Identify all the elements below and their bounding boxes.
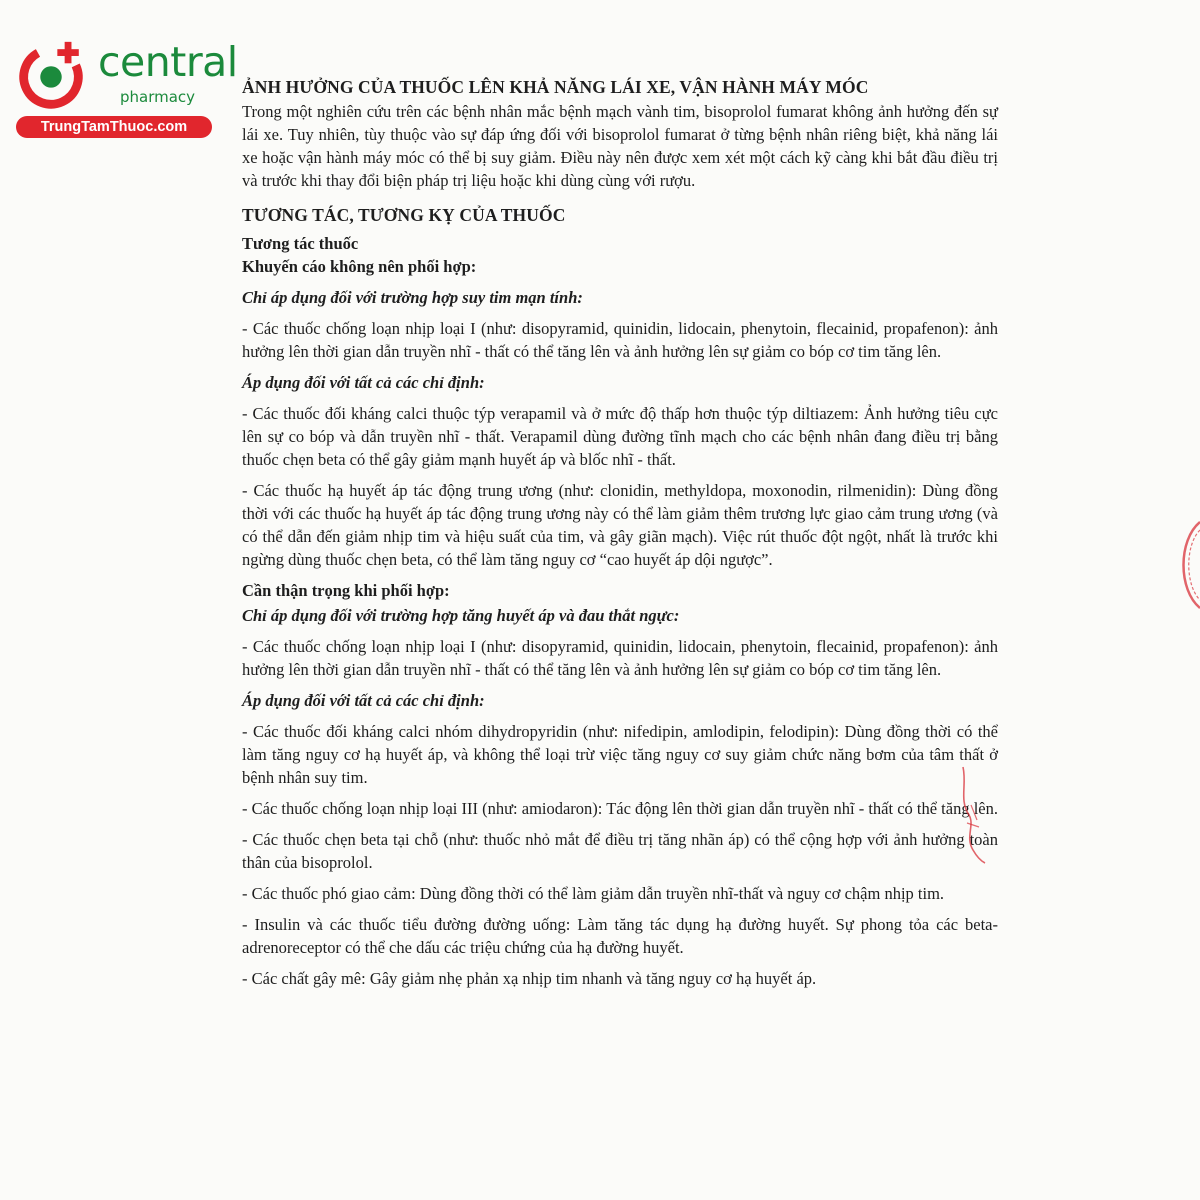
subheading-hypertension-angina: Chỉ áp dụng đối với trường hợp tăng huyết áp và đau thắt ngực: <box>242 606 680 625</box>
central-pharmacy-logo <box>8 34 238 144</box>
paragraph-anaesthetics: - Các chất gây mê: Gây giảm nhẹ phản xạ nhịp tim nhanh và tăng nguy cơ hạ huyết áp. <box>242 969 817 988</box>
logo-subtitle: pharmacy <box>120 88 196 106</box>
paragraph-driving: Trong một nghiên cứu trên các bệnh nhân mắc bệnh mạch vành tim, bisoprolol fumarat không ảnh hưởng đến sự lái xe. Tuy nhiên, tùy thuộc vào sự đáp ứng đối với bisoprolol fumarat ở từng bệnh nhân riêng biệt, khả năng lái xe hoặc vận hành máy móc có thể bị suy giảm. Điều này nên được xem xét một cách kỹ càng khi bắt đầu điều trị và trước khi thay đổi biện pháp trị liệu hoặc khi dùng cùng với rượu. <box>242 102 998 190</box>
logo-name: central <box>98 38 238 86</box>
paragraph-central-antihypertensives: - Các thuốc hạ huyết áp tác động trung ương (như: clonidin, methyldopa, moxonodin, rilmenidin): Dùng đồng thời với các thuốc hạ huyết áp tác động trung ương này có thể làm giảm thêm trương lực giao cảm trung ương (và có thể dẫn đến giảm nhịp tim và hiệu suất của tim, và gây giãn mạch). Việc rút thuốc đột ngột, nhất là trước khi ngừng dùng thuốc chẹn beta, có thể làm tăng nguy cơ “cao huyết áp dội ngược”. <box>242 481 998 569</box>
red-stamp-mark <box>1170 520 1200 610</box>
subheading-drug-interactions: Tương tác thuốc <box>242 234 359 253</box>
subheading-chronic-heart-failure: Chỉ áp dụng đối với trường hợp suy tim mạn tính: <box>242 288 583 307</box>
paragraph-class-iii-antiarrhythmics: - Các thuốc chống loạn nhịp loại III (như: amiodaron): Tác động lên thời gian dẫn truyền nhĩ - thất có thể tăng lên. <box>242 799 998 818</box>
document-page <box>242 76 998 990</box>
subheading-all-indications: Áp dụng đối với tất cả các chỉ định: <box>242 373 485 392</box>
section-heading-driving: ẢNH HƯỞNG CỦA THUỐC LÊN KHẢ NĂNG LÁI XE, VẬN HÀNH MÁY MÓC <box>242 77 869 97</box>
paragraph-calcium-antagonists: - Các thuốc đối kháng calci thuộc týp verapamil và ở mức độ thấp hơn thuộc týp diltiazem: Ảnh hưởng tiêu cực lên sự co bóp và dẫn truyền nhĩ - thất. Verapamil dùng đường tĩnh mạch cho các bệnh nhân đang điều trị bằng thuốc chẹn beta có thể gây giảm mạnh huyết áp và blốc nhĩ - thất. <box>242 404 998 469</box>
subheading-not-recommended: Khuyến cáo không nên phối hợp: <box>242 257 477 276</box>
paragraph-dihydropyridines: - Các thuốc đối kháng calci nhóm dihydropyridin (như: nifedipin, amlodipin, felodipin): Dùng đồng thời có thể làm tăng nguy cơ hạ huyết áp, và không thể loại trừ việc tăng nguy cơ suy giảm chức năng bơm của tâm thất ở bệnh nhân suy tim. <box>242 722 998 787</box>
section-heading-interactions: TƯƠNG TÁC, TƯƠNG KỴ CỦA THUỐC <box>242 205 566 225</box>
paragraph-parasympathomimetics: - Các thuốc phó giao cảm: Dùng đồng thời có thể làm giảm dẫn truyền nhĩ-thất và nguy cơ chậm nhịp tim. <box>242 884 945 903</box>
paragraph-topical-beta-blockers: - Các thuốc chẹn beta tại chỗ (như: thuốc nhỏ mắt để điều trị tăng nhãn áp) có thể cộng hợp với ảnh hưởng toàn thân của bisoprolol. <box>242 830 998 872</box>
paragraph-class-i-antiarrhythmics-2: - Các thuốc chống loạn nhịp loại I (như: disopyramid, quinidin, lidocain, phenytoin, flecainid, propafenon): ảnh hưởng lên thời gian dẫn truyền nhĩ - thất có thể tăng lên và ảnh hưởng lên sự giảm co bóp cơ tim tăng lên. <box>242 637 998 679</box>
paragraph-insulin-antidiabetics: - Insulin và các thuốc tiểu đường đường uống: Làm tăng tác dụng hạ đường huyết. Sự phong tỏa các beta-adrenoreceptor có thể che dấu các triệu chứng của hạ đường huyết. <box>242 915 998 957</box>
logo-url-badge: TrungTamThuoc.com <box>16 116 212 138</box>
red-signature-mark <box>955 765 995 865</box>
pharmacy-c-icon <box>12 36 90 114</box>
paragraph-class-i-antiarrhythmics: - Các thuốc chống loạn nhịp loại I (như: disopyramid, quinidin, lidocain, phenytoin, flecainid, propafenon): ảnh hưởng lên thời gian dẫn truyền nhĩ - thất có thể tăng lên và ảnh hưởng lên sự giảm co bóp cơ tim tăng lên. <box>242 319 998 361</box>
subheading-all-indications-2: Áp dụng đối với tất cả các chỉ định: <box>242 691 485 710</box>
subheading-use-with-caution: Cần thận trọng khi phối hợp: <box>242 581 450 600</box>
